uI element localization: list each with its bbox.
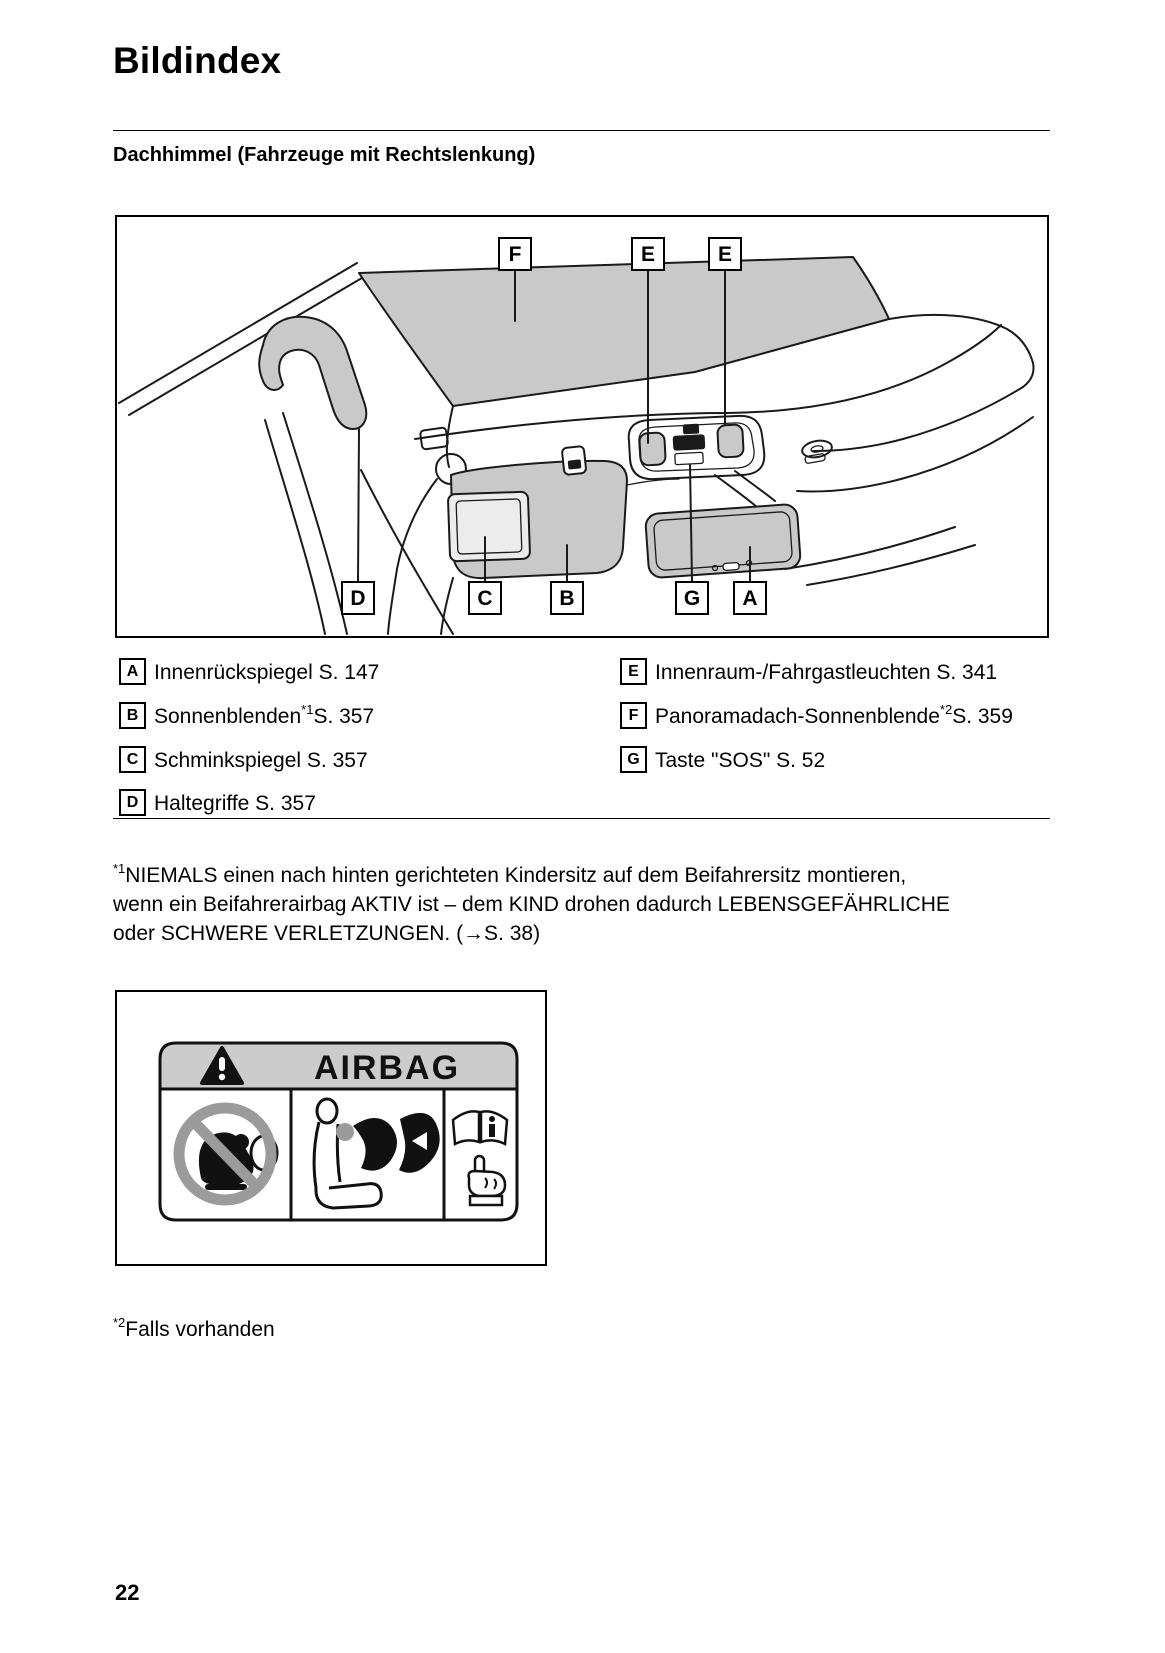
legend-label: Taste "SOS" S. 52 — [655, 748, 826, 772]
key-box-f: F — [620, 702, 647, 729]
callout-letter: B — [559, 586, 575, 610]
footnote-line: $^{*1}$NIEMALS einen nach hinten gerichteten Kindersitz auf dem Beifahrersitz montieren, — [113, 861, 907, 887]
page-ref: S. 147 — [312, 660, 380, 684]
headliner-art — [117, 217, 1047, 636]
interior-light-right — [717, 424, 744, 457]
airbag-warning-label — [117, 992, 545, 1264]
legend-row-f — [620, 702, 1013, 729]
legend-row-c — [119, 746, 368, 773]
legend-label: Haltegriffe S. 357 — [154, 791, 316, 815]
callout-box-c — [468, 581, 502, 615]
callout-letter: E — [640, 242, 655, 266]
footnote-marker: *1 — [113, 861, 126, 876]
airbag-warning-figure — [115, 990, 547, 1266]
callout-letter: D — [350, 586, 366, 610]
key-box-a: A — [119, 658, 146, 685]
callout-letter: A — [742, 586, 758, 610]
callout-letter: F — [508, 242, 522, 266]
page-title: Bildindex — [113, 40, 282, 81]
callout-box-g — [675, 581, 709, 615]
diagram-frame — [115, 215, 1049, 638]
footnote-marker: *2 — [113, 1315, 126, 1330]
rearview-mirror-shape — [645, 504, 801, 578]
legend-bottom-rule — [113, 818, 1050, 819]
sos-button — [673, 434, 706, 451]
title-rule — [113, 130, 1050, 131]
page-ref: S. 357 — [249, 791, 316, 815]
section-heading: Dachhimmel (Fahrzeuge mit Rechtslenkung) — [113, 144, 536, 166]
footnote-line: wenn ein Beifahrerairbag AKTIV ist – dem KIND drohen dadurch LEBENSGEFÄHRLICHE — [113, 893, 950, 916]
legend-row-d — [119, 789, 316, 816]
page-ref: S. 341 — [930, 660, 998, 684]
footnote-2: $^{*2}$Falls vorhanden — [113, 1315, 275, 1341]
legend-row-b — [119, 702, 374, 729]
key-box-e: E — [620, 658, 647, 685]
callout-box-d — [341, 581, 375, 615]
legend-row-a — [119, 658, 379, 685]
footnote-1 — [113, 855, 1061, 948]
airbag-title: AIRBAG — [313, 1049, 461, 1087]
legend-label: Innenraum-/Fahrgastleuchten S. 341 — [655, 660, 998, 684]
callout-box-e2 — [708, 237, 742, 271]
manual-reference-icon — [453, 1111, 507, 1205]
page-ref: S. 52 — [770, 748, 826, 772]
overhead-console-shape — [629, 416, 765, 479]
key-box-g: G — [620, 746, 647, 773]
callout-box-e1 — [631, 237, 665, 271]
legend-row-e — [620, 658, 997, 685]
legend-label: Sonnenblenden$^{*1}$S. 357 — [154, 701, 375, 728]
interior-light-left — [639, 432, 666, 465]
callout-letter: G — [683, 586, 701, 610]
panorama-sunshade-shape — [359, 257, 889, 406]
page-number: 22 — [115, 1580, 140, 1605]
callout-letter: E — [717, 242, 732, 266]
key-box-c: C — [119, 746, 146, 773]
page-ref: S. 357 — [313, 704, 375, 728]
callout-letter: C — [477, 586, 493, 610]
sun-visor-shape — [448, 446, 627, 578]
no-child-seat-icon — [179, 1108, 277, 1200]
legend-row-g — [620, 746, 825, 773]
callout-box-f — [498, 237, 532, 271]
footnote-line: oder SCHWERE VERLETZUNGEN. (→S. 38) — [113, 922, 541, 945]
airbag-deploy-icon — [314, 1099, 440, 1208]
legend-label: Panoramadach-Sonnenblende$^{*2}$S. 359 — [655, 701, 1013, 728]
page-ref: S. 357 — [301, 748, 368, 772]
key-box-d: D — [119, 789, 146, 816]
grab-handle-shape — [259, 317, 366, 429]
callout-box-b — [550, 581, 584, 615]
legend-label: Innenrückspiegel S. 147 — [154, 660, 380, 684]
key-box-b: B — [119, 702, 146, 729]
callout-box-a — [733, 581, 767, 615]
page-ref: S. 359 — [952, 704, 1013, 728]
legend-label: Schminkspiegel S. 357 — [154, 748, 368, 772]
